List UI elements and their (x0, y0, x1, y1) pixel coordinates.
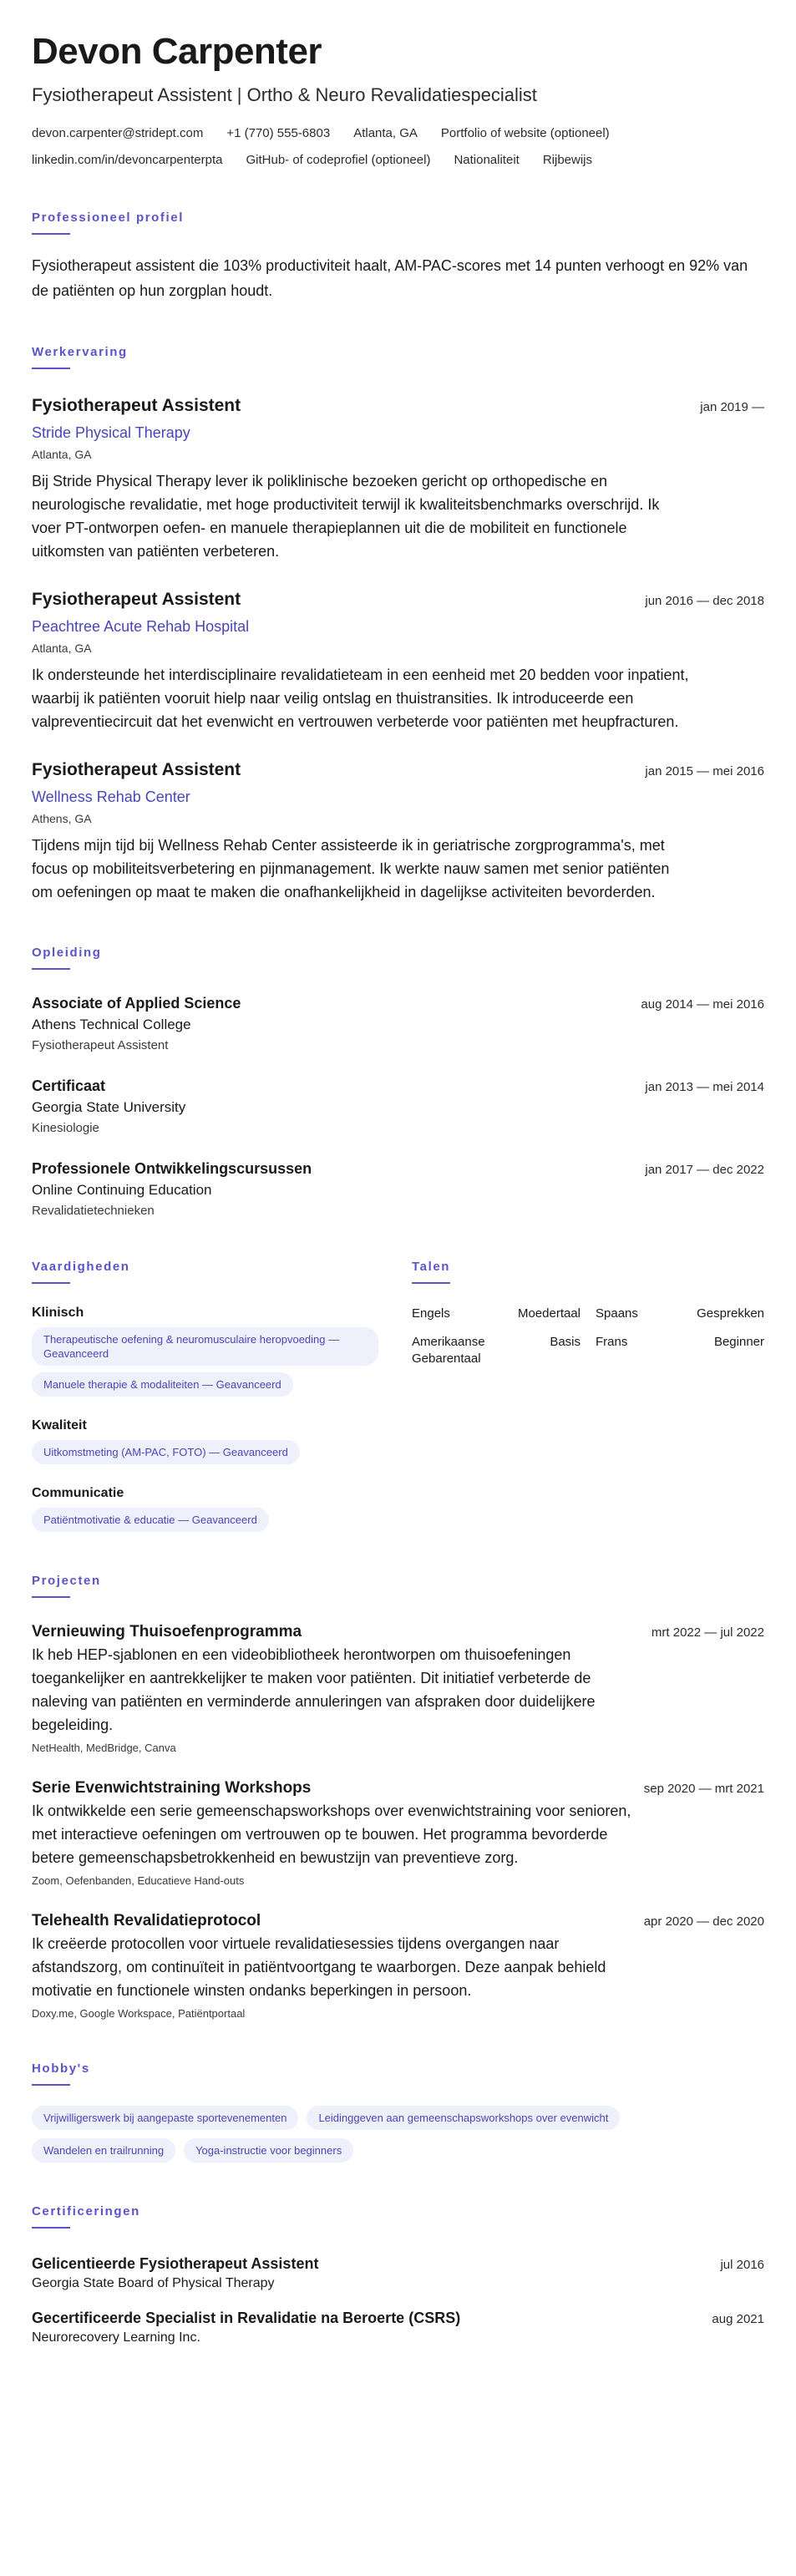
skill-group (32, 1418, 378, 1464)
section-divider (32, 1596, 70, 1598)
language-item (412, 1306, 581, 1322)
project-tools: Zoom, Oefenbanden, Educatieve Hand-outs (32, 1874, 245, 1887)
skill-chip-list (32, 1440, 378, 1464)
section-divider (32, 968, 70, 970)
contact-list (32, 125, 764, 169)
section-divider (32, 1282, 70, 1284)
language-item (596, 1334, 764, 1367)
skills-languages-row (32, 1260, 764, 1532)
project-description: Ik ontwikkelde een serie gemeenschapsworkshops over evenwichtstraining voor senioren, met interactieve oefeningen om vertrouwen op te bouwen. Het programma bevorderde betere gemeenschapsbetrokkenheid en bewustzijn van preventieve zorg. (32, 1803, 631, 1866)
contact-phone[interactable]: +1 (770) 555-6803 (226, 126, 331, 140)
project-entry (32, 1910, 764, 2020)
resume-header (32, 30, 764, 169)
skill-chip: Manuele therapie & modaliteiten — Geavanceerd (32, 1372, 293, 1397)
job-entry (32, 588, 764, 733)
job-company: Wellness Rehab Center (32, 789, 190, 805)
skill-category: Klinisch (32, 1306, 84, 1320)
skill-category: Communicatie (32, 1486, 124, 1500)
language-level: Gesprekken (697, 1306, 764, 1321)
skill-group (32, 1486, 378, 1532)
language-name: Spaans (596, 1306, 638, 1321)
language-name: Frans (596, 1335, 628, 1349)
section-title-certifications: Certificeringen (32, 2204, 140, 2219)
project-entry (32, 1777, 764, 1887)
section-divider (32, 2227, 70, 2229)
language-item (596, 1306, 764, 1322)
skill-chip-list (32, 1327, 378, 1397)
section-divider (32, 368, 70, 369)
candidate-name: Devon Carpenter (32, 31, 322, 72)
education-field: Revalidatietechnieken (32, 1204, 155, 1218)
education-date: aug 2014 — mei 2016 (641, 997, 764, 1012)
education-degree: Professionele Ontwikkelingscursussen (32, 1160, 312, 1177)
language-name: Amerikaanse Gebarentaal (412, 1335, 485, 1366)
project-title: Telehealth Revalidatieprotocol (32, 1912, 261, 1929)
certification-date: jul 2016 (720, 2258, 764, 2272)
skill-group (32, 1306, 378, 1397)
language-name: Engels (412, 1306, 450, 1321)
contact-github[interactable]: GitHub- of codeprofiel (optioneel) (246, 153, 431, 167)
job-entry (32, 394, 764, 563)
skills-section (32, 1260, 378, 1532)
education-date: jan 2013 — mei 2014 (645, 1080, 764, 1094)
hobbies-section (32, 2061, 764, 2163)
job-description: Bij Stride Physical Therapy lever ik poliklinische bezoeken gericht op orthopedische en neurologische revalidatie, met hoge productiviteit terwijl ik kwaliteitsbenchmarks overschrijd. Ik voer PT-ontworpen oefen- en manuele therapieplannen uit die de mobiliteit en functionele uitkomsten van patiënten verbeteren. (32, 473, 660, 560)
certification-entry (32, 2310, 764, 2345)
job-company: Peachtree Acute Rehab Hospital (32, 618, 250, 635)
project-date: mrt 2022 — jul 2022 (651, 1625, 764, 1640)
skill-chip: Therapeutische oefening & neuromusculaire heropvoeding — Geavanceerd (32, 1327, 378, 1366)
education-school: Georgia State University (32, 1099, 186, 1115)
job-location: Atlanta, GA (32, 641, 92, 655)
education-degree: Associate of Applied Science (32, 995, 241, 1012)
contact-portfolio[interactable]: Portfolio of website (optioneel) (440, 126, 610, 140)
language-list (412, 1306, 764, 1367)
contact-nationality: Nationaliteit (454, 153, 520, 167)
projects-section (32, 1574, 764, 2020)
hobby-chip: Yoga-instructie voor beginners (184, 2138, 353, 2163)
job-date: jan 2015 — mei 2016 (645, 764, 764, 778)
section-divider (32, 2084, 70, 2086)
profile-summary: Fysiotherapeut assistent die 103% productiviteit haalt, AM-PAC-scores met 14 punten verhoogt en 92% van de patiënten op hun zorgplan houdt. (32, 257, 748, 299)
section-title-experience: Werkervaring (32, 345, 128, 359)
project-title: Vernieuwing Thuisoefenprogramma (32, 1623, 302, 1640)
education-school: Athens Technical College (32, 1017, 191, 1032)
section-divider (412, 1282, 450, 1284)
hobby-chip: Wandelen en trailrunning (32, 2138, 175, 2163)
contact-drivers-license: Rijbewijs (542, 153, 593, 167)
hobby-chip-list (32, 2106, 764, 2163)
job-description: Ik ondersteunde het interdisciplinaire revalidatieteam in een eenheid met 20 bedden voor inpatient, waarbij ik patiënten vooruit hielp naar veilig ontslag en thuistransities. Ik introduceerde een valpreventiecircuit dat het evenwicht en vertrouwen verbeterde voor patiënten met heupfracturen. (32, 667, 689, 730)
job-title: Fysiotherapeut Assistent (32, 590, 241, 609)
education-date: jan 2017 — dec 2022 (645, 1163, 764, 1177)
certification-name: Gecertificeerde Specialist in Revalidatie na Beroerte (CSRS) (32, 2310, 461, 2326)
language-level: Moedertaal (517, 1306, 581, 1321)
education-field: Fysiotherapeut Assistent (32, 1038, 169, 1052)
education-entry (32, 993, 764, 1052)
education-school: Online Continuing Education (32, 1182, 212, 1198)
language-level: Basis (550, 1335, 581, 1349)
certifications-section (32, 2204, 764, 2345)
education-section (32, 946, 764, 1218)
skill-chip: Uitkomstmeting (AM-PAC, FOTO) — Geavanceerd (32, 1440, 300, 1464)
project-description: Ik creëerde protocollen voor virtuele revalidatiesessies tijdens overgangen naar afstandszorg, om continuïteit in patiëntvoortgang te waarborgen. Deze aanpak behield motivatie en functionele winsten ondanks beperkingen in persoon. (32, 1935, 606, 1999)
job-entry (32, 758, 764, 904)
skill-chip: Patiëntmotivatie & educatie — Geavanceerd (32, 1508, 269, 1532)
skill-chip-list (32, 1508, 378, 1532)
certification-name: Gelicentieerde Fysiotherapeut Assistent (32, 2255, 319, 2272)
project-description: Ik heb HEP-sjablonen en een videobibliotheek herontworpen om thuisoefeningen toegankelijker en aantrekkelijker te maken voor patiënten. Dit initiatief verbeterde de naleving van patiënten en verminderde annuleringen van afspraken door duidelijkere begeleiding. (32, 1646, 596, 1733)
candidate-headline: Fysiotherapeut Assistent | Ortho & Neuro Revalidatiespecialist (32, 84, 537, 105)
languages-section (412, 1260, 764, 1532)
job-location: Atlanta, GA (32, 448, 92, 461)
certification-issuer: Georgia State Board of Physical Therapy (32, 2276, 275, 2290)
hobby-chip: Leidinggeven aan gemeenschapsworkshops over evenwicht (307, 2106, 620, 2130)
project-tools: NetHealth, MedBridge, Canva (32, 1742, 176, 1754)
contact-location: Atlanta, GA (353, 126, 418, 140)
contact-email[interactable]: devon.carpenter@stridept.com (32, 126, 204, 140)
education-degree: Certificaat (32, 1078, 106, 1094)
certification-issuer: Neurorecovery Learning Inc. (32, 2330, 200, 2345)
section-divider (32, 233, 70, 235)
job-date: jun 2016 — dec 2018 (645, 594, 764, 608)
project-tools: Doxy.me, Google Workspace, Patiëntportaal (32, 2007, 246, 2020)
section-title-education: Opleiding (32, 946, 102, 960)
language-level: Beginner (713, 1335, 764, 1349)
certification-entry (32, 2255, 764, 2291)
contact-linkedin[interactable]: linkedin.com/in/devoncarpenterpta (32, 153, 223, 167)
job-location: Athens, GA (32, 812, 92, 825)
section-title-projects: Projecten (32, 1574, 101, 1588)
project-title: Serie Evenwichtstraining Workshops (32, 1779, 312, 1797)
job-title: Fysiotherapeut Assistent (32, 396, 241, 415)
job-description: Tijdens mijn tijd bij Wellness Rehab Center assisteerde ik in geriatrische zorgprogramma's, met focus op mobiliteitsverbetering en pijnmanagement. Ik werkte nauw samen met senior patiënten om oefeningen op maat te maken die onafhankelijkheid in dagelijkse activiteiten bevorderden. (32, 837, 670, 900)
profile-section (32, 210, 764, 303)
section-title-skills: Vaardigheden (32, 1260, 130, 1274)
hobby-chip: Vrijwilligerswerk bij aangepaste sportevenementen (32, 2106, 298, 2130)
section-title-profile: Professioneel profiel (32, 210, 184, 225)
experience-section (32, 345, 764, 904)
education-field: Kinesiologie (32, 1121, 99, 1135)
project-date: sep 2020 — mrt 2021 (643, 1782, 764, 1796)
education-entry (32, 1159, 764, 1218)
project-entry (32, 1621, 764, 1754)
education-entry (32, 1076, 764, 1135)
job-date: jan 2019 — (700, 400, 764, 414)
skill-category: Kwaliteit (32, 1418, 87, 1433)
job-title: Fysiotherapeut Assistent (32, 760, 241, 779)
project-date: apr 2020 — dec 2020 (643, 1914, 764, 1929)
job-company: Stride Physical Therapy (32, 424, 190, 441)
certification-date: aug 2021 (712, 2312, 764, 2326)
section-title-languages: Talen (412, 1260, 451, 1274)
section-title-hobbies: Hobby's (32, 2061, 90, 2076)
language-item (412, 1334, 581, 1367)
